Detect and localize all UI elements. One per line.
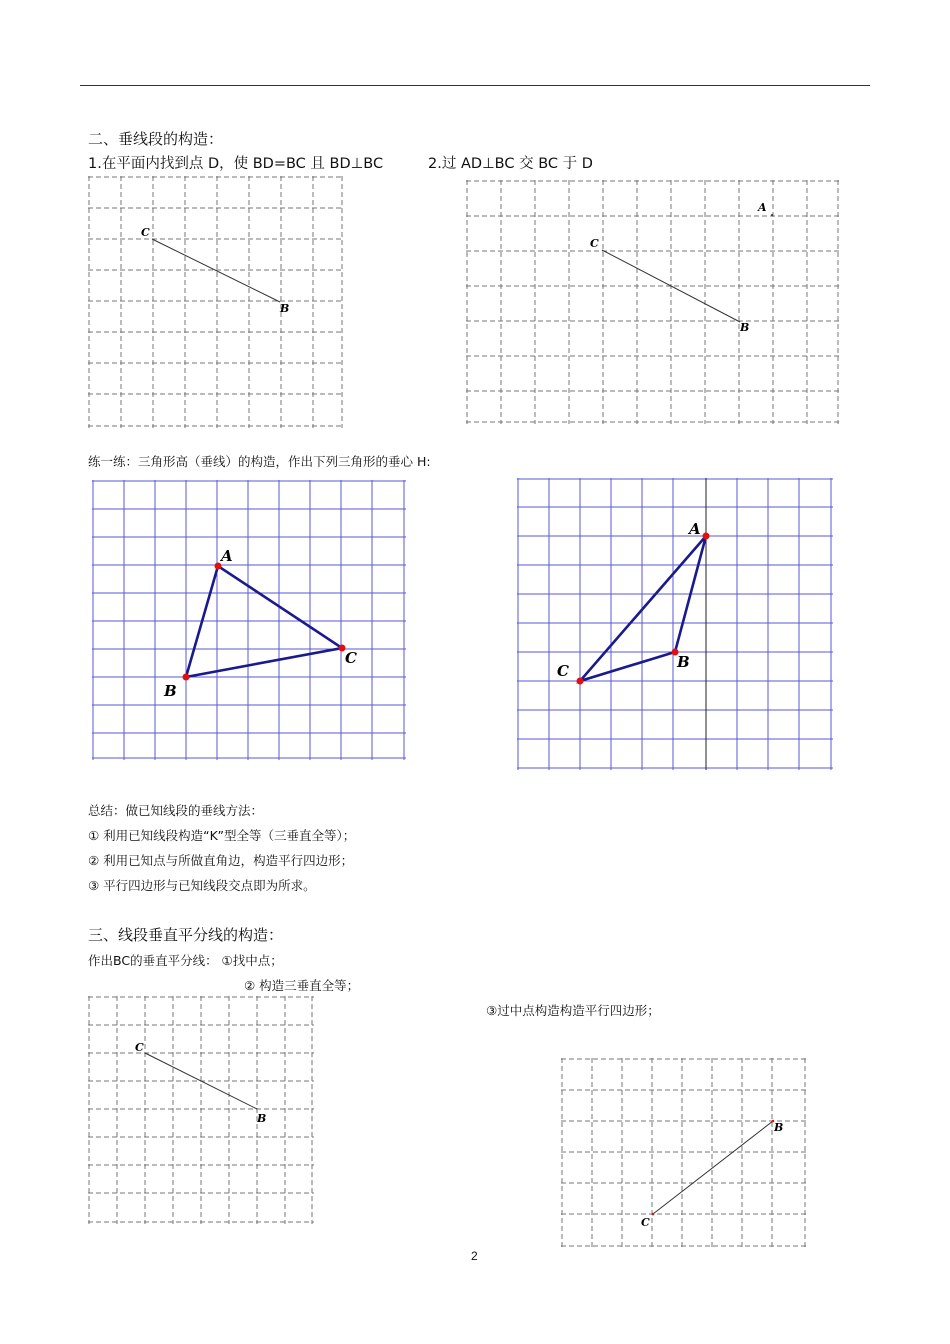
question-1: 1.在平面内找到点 D，使 BD=BC 且 BD⊥BC <box>88 156 384 172</box>
summary-title: 总结：做已知线段的垂线方法： <box>88 803 264 818</box>
figure-1-grid <box>88 176 344 428</box>
point-c <box>652 1213 655 1216</box>
dashed-grid <box>561 1058 807 1248</box>
figure-3-grid <box>92 480 406 760</box>
page-number: 2 <box>471 1249 478 1263</box>
point-a <box>771 214 773 216</box>
point-label-c: C <box>135 1041 144 1054</box>
vertex-label-b: B <box>677 653 690 671</box>
vertex-label-a: A <box>221 547 233 565</box>
vertex-label-c: C <box>345 649 357 667</box>
point-label-b: B <box>740 321 750 334</box>
figure-2-grid <box>466 180 840 424</box>
solid-grid <box>517 478 833 770</box>
dashed-grid <box>88 176 344 428</box>
section3-line-1: 作出BC的垂直平分线： ①找中点； <box>88 953 283 968</box>
header-rule <box>80 85 870 86</box>
figure-4-grid <box>517 478 833 770</box>
point-label-b: B <box>774 1121 784 1134</box>
section3-line-3: ③过中点构造构造平行四边形； <box>486 1003 660 1018</box>
section2-heading: 二、垂线段的构造： <box>88 130 224 148</box>
section3-heading: 三、线段垂直平分线的构造： <box>88 926 284 944</box>
point-label-b: B <box>257 1112 267 1125</box>
vertex-b <box>183 674 190 681</box>
figure-6-grid <box>561 1058 807 1248</box>
point-label-c: C <box>641 1216 650 1229</box>
vertex-label-a: A <box>689 520 701 538</box>
point-label-b: B <box>280 302 290 315</box>
vertex-label-b: B <box>164 682 177 700</box>
point-label-c: C <box>141 226 150 239</box>
point-label-c: C <box>590 237 599 250</box>
solid-grid <box>92 480 406 760</box>
question-2: 2.过 AD⊥BC 交 BC 于 D <box>428 156 593 172</box>
practice-text: 练一练：三角形高（垂线）的构造，作出下列三角形的垂心 H: <box>88 454 431 469</box>
segment-cb <box>653 1121 773 1214</box>
dashed-grid <box>88 996 314 1224</box>
summary-item: ② 利用已知点与所做直角边，构造平行四边形； <box>88 853 354 868</box>
figure-5-grid <box>88 996 314 1224</box>
vertex-a <box>703 533 710 540</box>
vertex-c <box>577 678 584 685</box>
vertex-label-c: C <box>557 662 569 680</box>
summary-item: ③ 平行四边形与已知线段交点即为所求。 <box>88 878 316 893</box>
dashed-grid <box>466 180 840 424</box>
section3-line-2: ② 构造三垂直全等； <box>244 978 360 993</box>
point-label-a: A <box>758 201 767 214</box>
summary-item: ① 利用已知线段构造“K”型全等（三垂直全等）； <box>88 828 356 843</box>
